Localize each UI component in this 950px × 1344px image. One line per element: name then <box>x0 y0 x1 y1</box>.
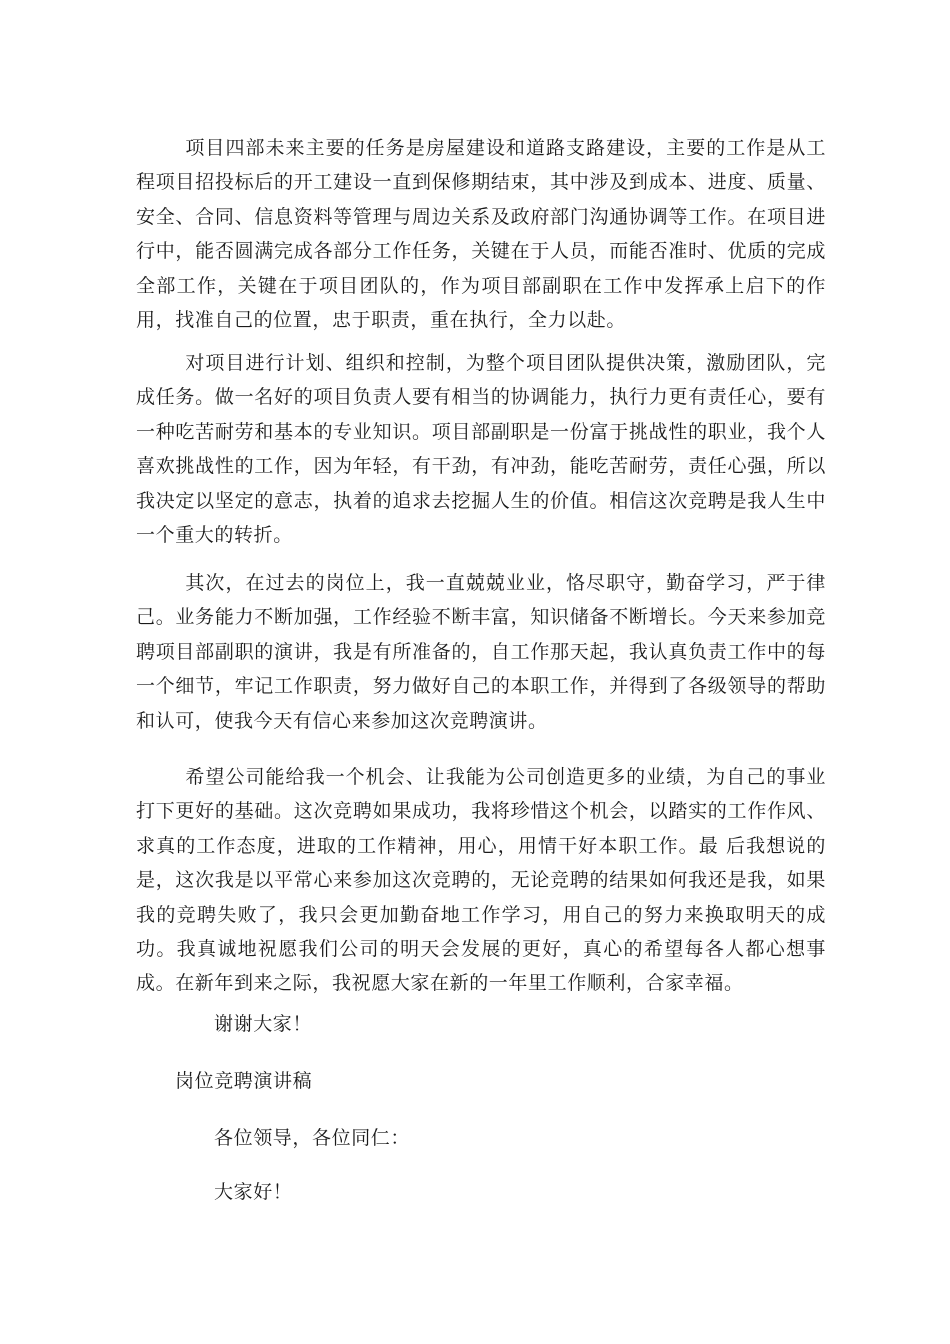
salutation-line: 各位领导，各位同仁： <box>214 1127 411 1149</box>
next-section-title: 岗位竞聘演讲稿 <box>175 1070 313 1092</box>
body-paragraph-4: 希望公司能给我一个机会、让我能为公司创造更多的业绩，为自己的事业打下更好的基础。这次竞聘如果成功，我将珍惜这个机会，以踏实的工作作风、求真的工作态度，进取的工作精神，用心，用情干好本职工作。最 后我想说的是，这次我是以平常心来参加这次竞聘的，无论竞聘的结果如何我还是我，如果我的竞聘失败了，我只会更加勤奋地工作学习，用自己的努力来换取明天的成功。我真诚地祝愿我们公司的明天会发展的更好，真心的希望每各人都心想事成。在新年到来之际，我祝愿大家在新的一年里工作顺利，合家幸福。 <box>136 766 826 995</box>
thanks-line: 谢谢大家！ <box>214 1013 313 1035</box>
body-paragraph-3: 其次，在过去的岗位上，我一直兢兢业业，恪尽职守，勤奋学习，严于律己。业务能力不断加强，工作经验不断丰富，知识储备不断增长。今天来参加竞聘项目部副职的演讲，我是有所准备的，自工作那天起，我认真负责工作中的每一个细节，牢记工作职责，努力做好自己的本职工作，并得到了各级领导的帮助和认可，使我今天有信心来参加这次竞聘演讲。 <box>136 572 826 732</box>
body-paragraph-1: 项目四部未来主要的任务是房屋建设和道路支路建设，主要的工作是从工程项目招投标后的开工建设一直到保修期结束，其中涉及到成本、进度、质量、安全、合同、信息资料等管理与周边关系及政府部门沟通协调等工作。在项目进行中，能否圆满完成各部分工作任务，关键在于人员，而能否准时、优质的完成全部工作，关键在于项目团队的，作为项目部副职在工作中发挥承上启下的作用，找准自己的位置，忠于职责，重在执行，全力以赴。 <box>136 137 826 332</box>
body-paragraph-2: 对项目进行计划、组织和控制，为整个项目团队提供决策，激励团队，完成任务。做一名好的项目负责人要有相当的协调能力，执行力更有责任心，要有一种吃苦耐劳和基本的专业知识。项目部副职是一份富于挑战性的职业，我个人喜欢挑战性的工作，因为年轻，有干劲，有冲劲，能吃苦耐劳，责任心强，所以我决定以坚定的意志，执着的追求去挖掘人生的价值。相信这次竞聘是我人生中一个重大的转折。 <box>136 352 826 547</box>
greeting-line: 大家好！ <box>214 1181 293 1203</box>
